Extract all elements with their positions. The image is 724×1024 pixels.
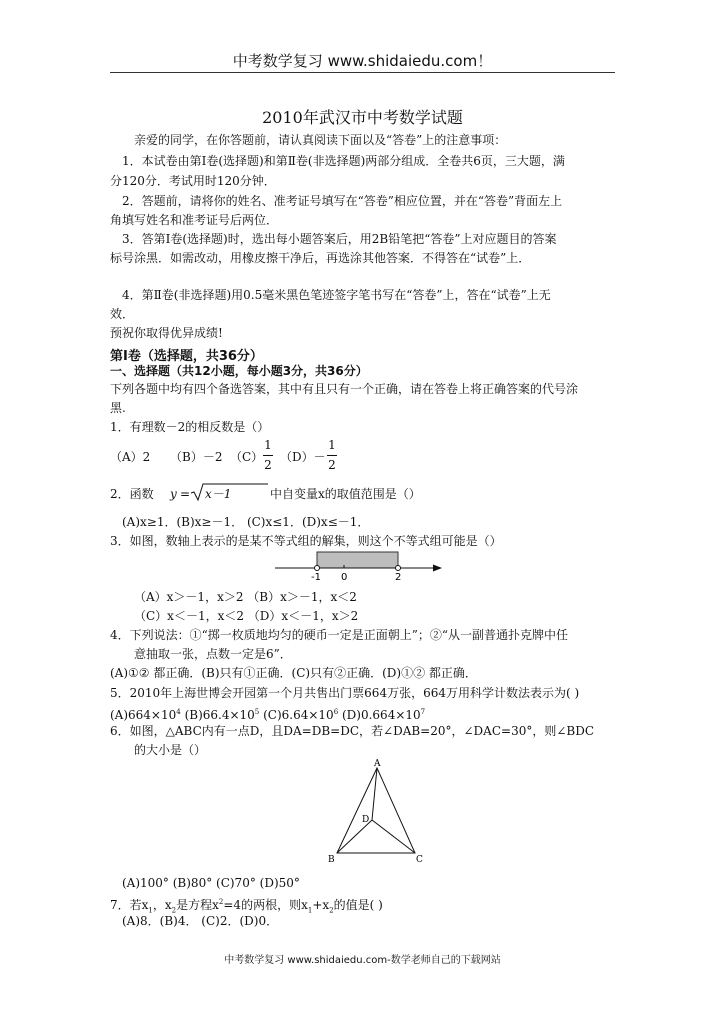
q1-c-fraction-bar xyxy=(263,455,273,456)
q7-subscript: 1 xyxy=(148,906,153,915)
note-1-line-1: 1．本试卷由第Ⅰ卷(选择题)和第Ⅱ卷(非选择题)两部分组成．全卷共6页，三大题，满 xyxy=(122,154,565,168)
q2-options: (A)x≥1．(B)x≥－1． (C)x≤1．(D)x≤－1． xyxy=(122,515,370,529)
q2-formula-y: y xyxy=(170,487,177,501)
note-3-line-1: 3．答第Ⅰ卷(选择题)时，选出每小题答案后，用2B铅笔把“答卷”上对应题目的答案 xyxy=(122,232,557,246)
q5-option-c-exponent: 6 xyxy=(333,708,339,716)
q7-stem-part: 7．若x xyxy=(110,898,149,912)
q6-stem-line-1: 6．如图，△ABC内有一点D，且DA=DB=DC，若∠DAB=20°，∠DAC=30°，则∠BDC xyxy=(110,724,595,738)
q5-stem: 5．2010年上海世博会开园第一个月共售出门票664万张，664万用科学计数法表示为( ) xyxy=(110,686,580,700)
q2-post: 中自变量x的取值范围是（） xyxy=(270,487,421,501)
q1-option-c: （C） xyxy=(230,450,264,464)
q1-option-b: （B）－2 xyxy=(170,450,223,464)
q7-stem-part: =4的两根，则x xyxy=(223,898,308,912)
note-4-line-1: 4．第Ⅱ卷(非选择题)用0.5毫米黑色笔迹签字笔书写在“答卷”上，答在“试卷”上无 xyxy=(122,288,551,302)
section-heading: 第Ⅰ卷（选择题，共36分） xyxy=(110,349,263,364)
q5-option-b-exponent: 5 xyxy=(254,708,260,716)
q4-options: (A)①② 都正确．(B)只有①正确．(C)只有②正确．(D)①② 都正确． xyxy=(110,666,477,680)
q1-c-denominator: 2 xyxy=(264,458,272,472)
q2-pre: 2．函数 xyxy=(110,487,154,501)
q7-stem-part: 是方程x xyxy=(176,898,219,912)
q5-options xyxy=(110,705,425,722)
note-1-line-2: 分120分．考试用时120分钟． xyxy=(110,174,276,188)
page-header: 中考数学复习 www.shidaiedu.com！ xyxy=(232,52,493,70)
q7-superscript: 2 xyxy=(218,898,224,906)
q3-tick-label: 0 xyxy=(341,572,348,582)
q5-option-b: (B)66.4×10 xyxy=(184,708,255,722)
q7-options: (A)8．(B)4． (C)2．(D)0． xyxy=(122,914,279,928)
note-2-line-2: 角填写姓名和准考证号后两位． xyxy=(110,213,279,227)
q6-triangle-figure xyxy=(322,756,426,866)
q1-c-numerator: 1 xyxy=(264,438,272,452)
q7-stem-part: ，x xyxy=(152,898,172,912)
q7-subscript: 2 xyxy=(171,906,177,915)
q5-option-a: (A)664×10 xyxy=(110,708,177,722)
q4-stem-line-1: 4．下列说法：①“掷一枚质地均匀的硬币一定是正面朝上”；②“从一副普通扑克牌中任 xyxy=(110,628,569,642)
note-3-line-2: 标号涂黑．如需改动，用橡皮擦干净后，再选涂其他答案．不得答在“试卷”上． xyxy=(110,251,531,265)
q2-radicand: x－1 xyxy=(205,487,232,501)
q6-segment-da xyxy=(372,768,377,820)
section-subheading: 一、选择题（共12小题，每小题3分，共36分） xyxy=(110,364,368,378)
note-2-line-1: 2．答题前，请将你的姓名、准考证号填写在“答卷”相应位置，并在“答卷”背面左上 xyxy=(122,194,563,208)
intro-greeting: 亲爱的同学，在你答题前，请认真阅读下面以及“答卷”上的注意事项： xyxy=(134,133,507,147)
q5-option-a-exponent: 4 xyxy=(176,708,181,716)
q3-options-line-2: （C）x＜－1，x＜2 （D）x＜－1，x＞2 xyxy=(134,609,359,623)
q1-d-numerator: 1 xyxy=(328,438,336,452)
q6-label-d: D xyxy=(362,815,370,825)
q7-subscript: 2 xyxy=(329,906,334,915)
q7-stem-part: +x xyxy=(312,898,330,912)
q3-options-line-1: （A）x＞－1，x＞2 （B）x＞－1，x＜2 xyxy=(134,590,357,604)
q7-stem-part: 的值是( ) xyxy=(333,898,383,912)
intro-wish: 预祝你取得优异成绩! xyxy=(110,326,223,340)
q1-option-d: （D）－ xyxy=(280,450,326,464)
q3-tick-label: 2 xyxy=(395,572,402,582)
q3-open-point-left xyxy=(315,566,320,571)
q5-option-d: (D)0.664×10 xyxy=(341,708,421,722)
q2-formula-eq: = xyxy=(180,487,191,501)
header-rule xyxy=(110,72,615,73)
q6-segment-dc xyxy=(372,820,415,853)
note-4-line-2: 效． xyxy=(110,307,135,321)
q5-option-d-exponent: 7 xyxy=(420,708,426,716)
q3-axis-arrow xyxy=(433,565,442,572)
q1-d-denominator: 2 xyxy=(328,458,336,472)
q3-tick-label: -1 xyxy=(311,572,321,582)
q7-subscript: 1 xyxy=(307,906,313,915)
q4-stem-line-2: 意抽取一张，点数一定是6”． xyxy=(134,647,292,661)
q1-option-a: （A）2 xyxy=(110,450,151,464)
section-instruction-line-2: 黑. xyxy=(110,401,126,415)
section-instruction-line-1: 下列各题中均有四个备选答案，其中有且只有一个正确，请在答卷上将正确答案的代号涂 xyxy=(110,382,579,396)
q1-stem: 1．有理数－2的相反数是（） xyxy=(110,420,270,434)
q3-number-line xyxy=(270,548,445,582)
q3-stem: 3．如图，数轴上表示的是某不等式组的解集，则这个不等式组可能是（） xyxy=(110,534,502,548)
page-footer: 中考数学复习 www.shidaiedu.com-数学老师自己的下载网站 xyxy=(224,955,501,966)
q6-label-a: A xyxy=(374,759,381,769)
q6-label-c: C xyxy=(416,855,423,865)
q3-open-point-right xyxy=(396,566,401,571)
q1-d-fraction-bar xyxy=(327,455,337,456)
q3-solution-region xyxy=(317,552,398,568)
q6-label-b: B xyxy=(328,855,335,865)
q6-options: (A)100° (B)80° (C)70° (D)50° xyxy=(122,876,300,890)
q6-stem-line-2: 的大小是（） xyxy=(134,743,207,757)
page-title: 2010年武汉市中考数学试题 xyxy=(262,108,463,127)
q5-option-c: (C)6.64×10 xyxy=(263,708,334,722)
